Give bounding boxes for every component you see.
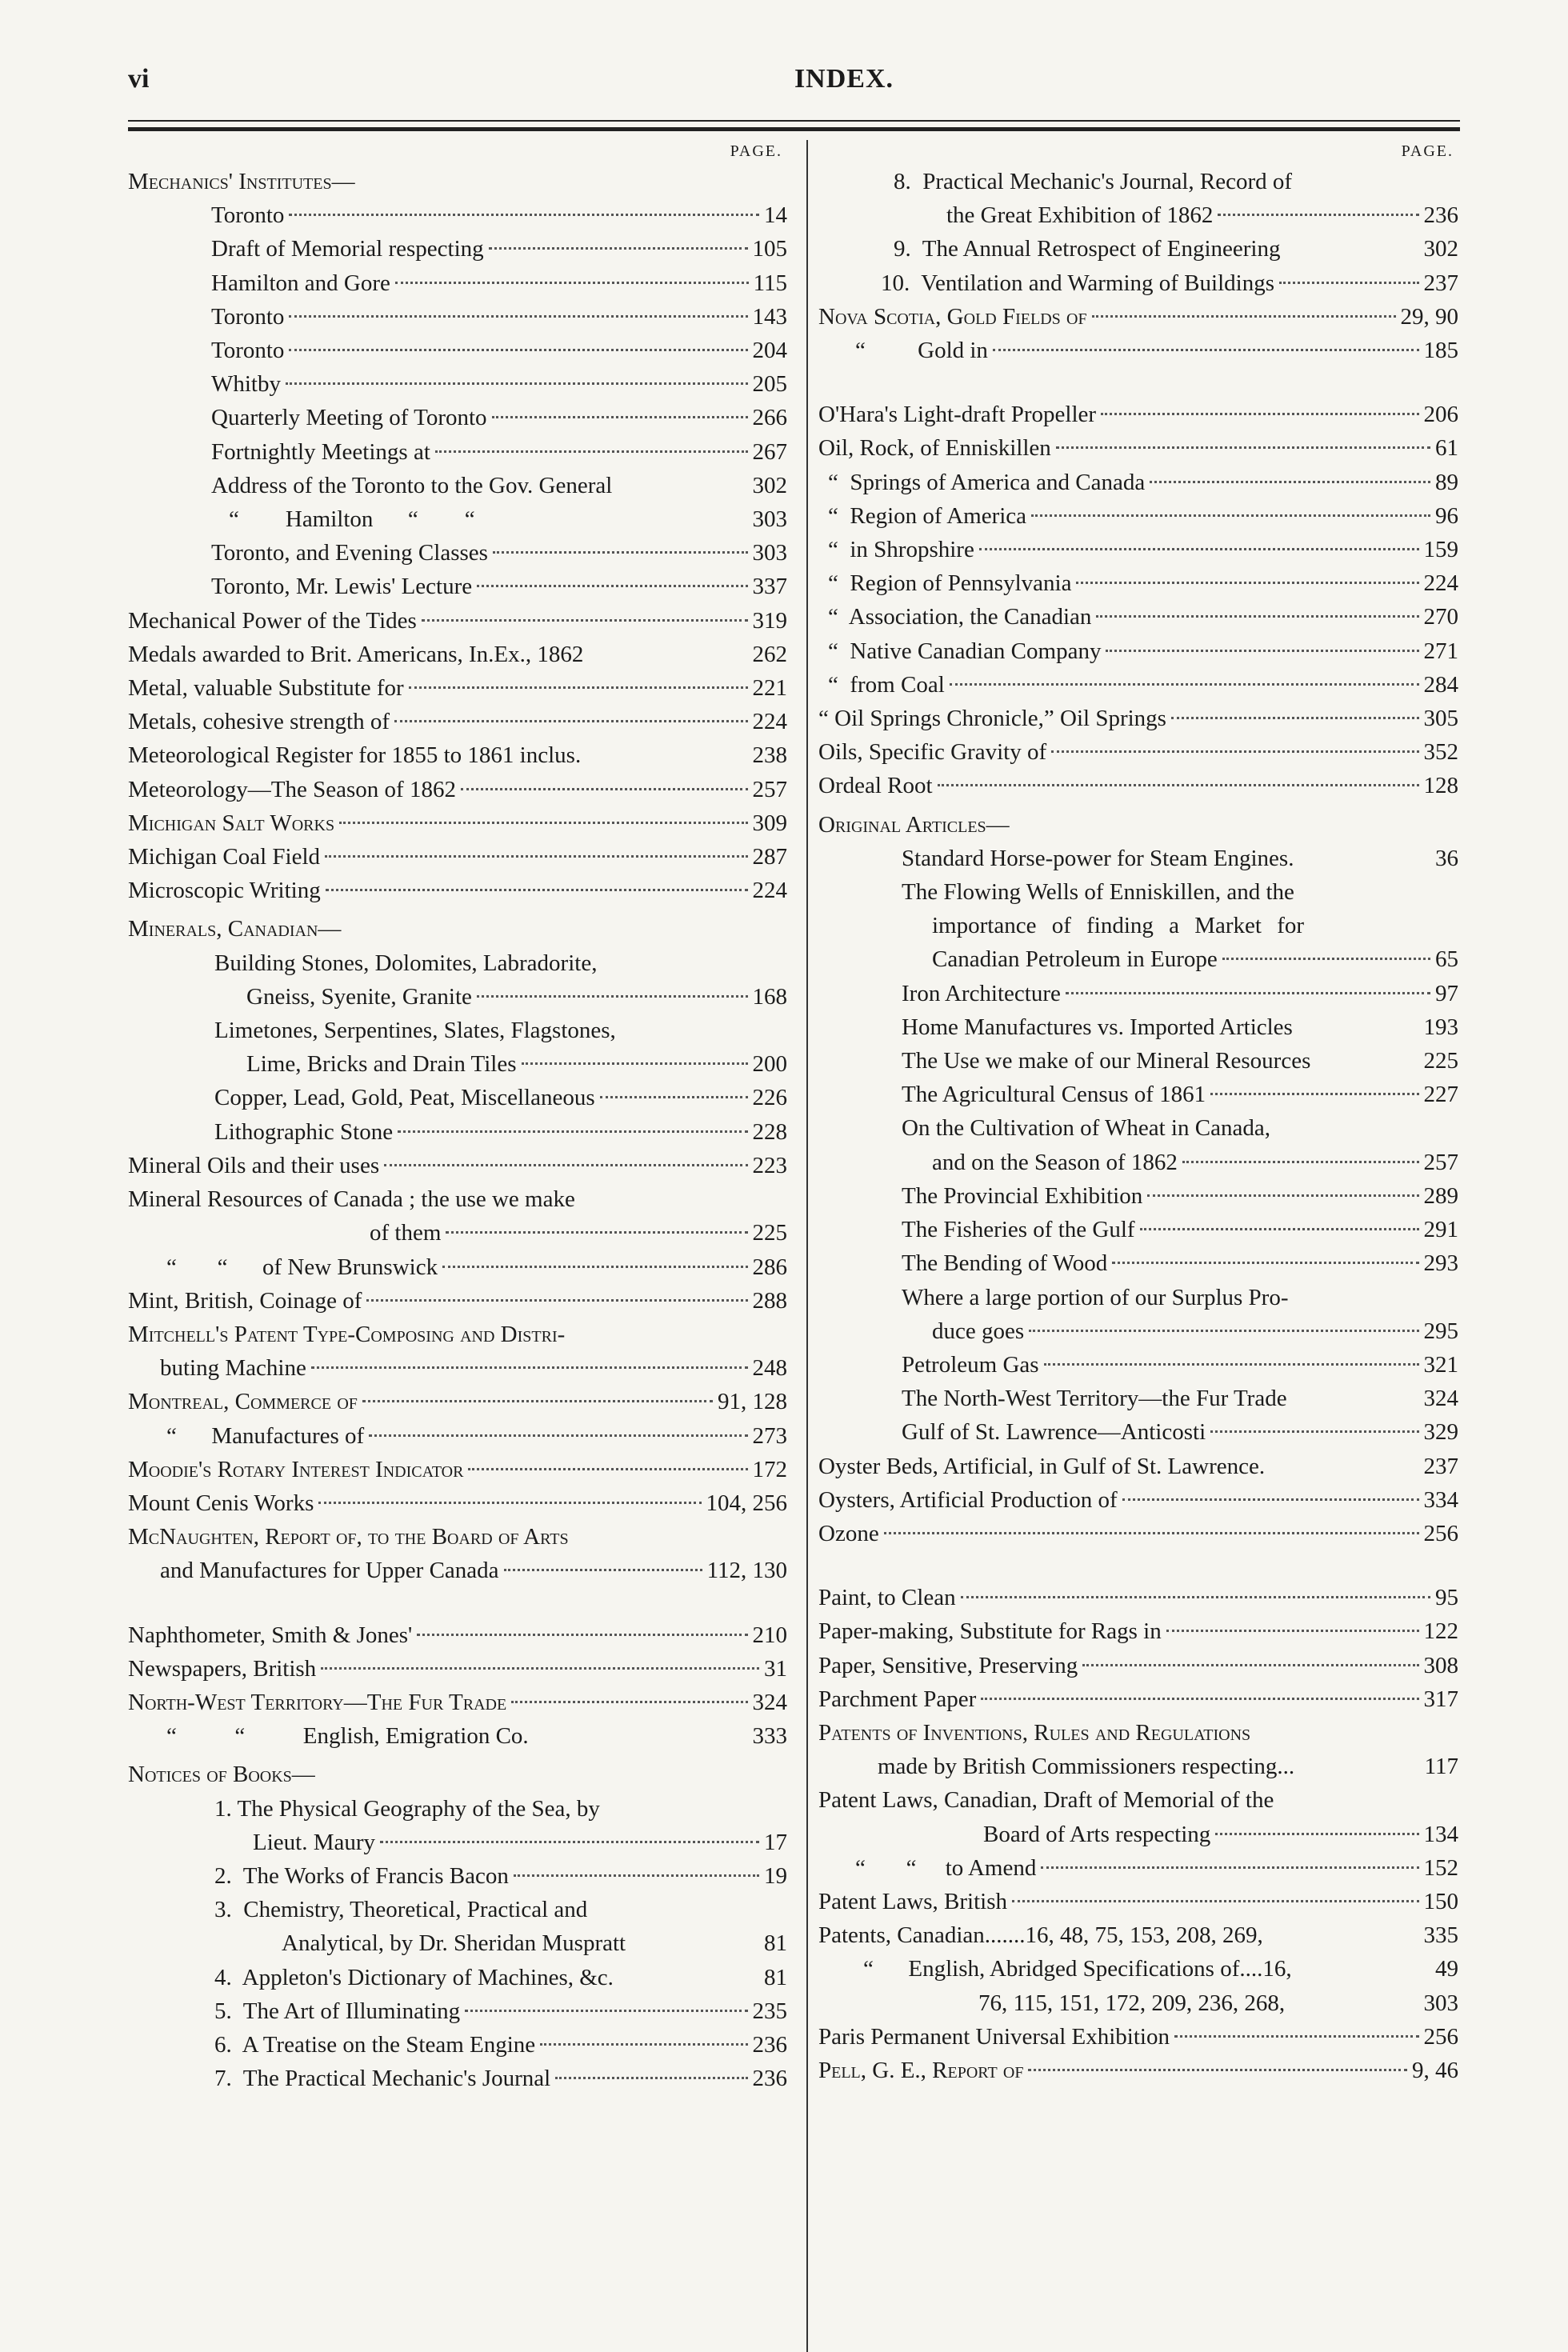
index-entry: Paris Permanent Universal Exhibition 256: [818, 2023, 1458, 2050]
index-entry: duce goes 295: [932, 1318, 1458, 1344]
section-heading: Original Articles—: [818, 811, 1010, 838]
index-entry: Meteorological Register for 1855 to 1861 inclus. 238: [128, 742, 787, 769]
index-entry-line: The Flowing Wells of Enniskillen, and the: [902, 879, 1294, 906]
index-entry: The Fisheries of the Gulf 291: [902, 1217, 1458, 1243]
index-entry: “ Region of Pennsylvania 224: [828, 570, 1458, 597]
index-entry-line: Limetones, Serpentines, Slates, Flagstones,: [214, 1018, 616, 1044]
notices-subentries: [128, 1792, 787, 2096]
index-entry: The Use we make of our Mineral Resources 225: [902, 1048, 1458, 1074]
header-rule-thick: [128, 127, 1460, 131]
page-title: INDEX.: [794, 64, 894, 94]
index-entry: Naphthometer, Smith & Jones' 210: [128, 1622, 787, 1648]
index-entry: Mint, British, Coinage of 288: [128, 1287, 787, 1314]
index-column-right: [818, 138, 1458, 2087]
index-entry: buting Machine 248: [160, 1355, 787, 1382]
index-entry: “ Oil Springs Chronicle,” Oil Springs 305: [818, 706, 1458, 732]
index-entry: Standard Horse-power for Steam Engines. 36: [902, 845, 1458, 871]
page-column-label: PAGE.: [1401, 142, 1454, 160]
index-entry-line: 8. Practical Mechanic's Journal, Record of: [894, 169, 1293, 194]
index-entry: Home Manufactures vs. Imported Articles 193: [902, 1014, 1458, 1040]
index-entry: Toronto 204: [211, 338, 787, 364]
index-entry: Lieut. Maury 17: [253, 1829, 787, 1855]
index-entry: “ English, Abridged Specifications of....16, 49: [863, 1956, 1458, 1982]
index-entry: Montreal, Commerce of 91, 128: [128, 1389, 787, 1415]
index-entry: “ Hamilton “ “ 303: [229, 506, 787, 533]
index-entry: North-West Territory—The Fur Trade 324: [128, 1689, 787, 1715]
index-entry: Lithographic Stone 228: [214, 1118, 787, 1145]
index-entry: Address of the Toronto to the Gov. General 302: [211, 472, 787, 498]
index-entry: and on the Season of 1862 257: [932, 1149, 1458, 1175]
index-entry: 9. The Annual Retrospect of Engineering 302: [894, 236, 1458, 262]
index-entry: Toronto 14: [211, 202, 787, 229]
index-entry: Iron Architecture 97: [902, 980, 1458, 1006]
index-entry: Lime, Bricks and Drain Tiles 200: [246, 1051, 787, 1078]
index-entry: made by British Commissioners respecting... 117: [878, 1754, 1458, 1780]
index-entry-line: Patent Laws, Canadian, Draft of Memorial of the: [818, 1787, 1274, 1814]
index-entry: Mineral Oils and their uses 223: [128, 1152, 787, 1178]
index-entry: Paint, to Clean 95: [818, 1585, 1458, 1611]
index-entry: “ Native Canadian Company 271: [828, 638, 1458, 664]
index-entry: The North-West Territory—the Fur Trade 324: [902, 1386, 1458, 1412]
index-entry: The Agricultural Census of 1861 227: [902, 1082, 1458, 1108]
index-entry: Nova Scotia, Gold Fields of 29, 90: [818, 303, 1458, 330]
index-entry: Gneiss, Syenite, Granite 168: [246, 983, 787, 1010]
index-entry: Oyster Beds, Artificial, in Gulf of St. Lawrence. 237: [818, 1453, 1458, 1479]
page-header: [128, 64, 1560, 112]
index-entry: 2. The Works of Francis Bacon 19: [214, 1862, 787, 1889]
index-entry: Draft of Memorial respecting 105: [211, 236, 787, 262]
index-entry: Analytical, by Dr. Sheridan Muspratt 81: [282, 1930, 787, 1957]
index-entry: Toronto 143: [211, 303, 787, 330]
index-entry: The Provincial Exhibition 289: [902, 1182, 1458, 1209]
index-entry: Metals, cohesive strength of 224: [128, 709, 787, 735]
index-entry-line: Where a large portion of our Surplus Pro-: [902, 1284, 1289, 1310]
index-entry: the Great Exhibition of 1862 236: [946, 202, 1458, 229]
notices-continued: [818, 165, 1458, 300]
index-entry: Oils, Specific Gravity of 352: [818, 739, 1458, 766]
index-entry: “ Association, the Canadian 270: [828, 604, 1458, 630]
index-entry: Michigan Salt Works 309: [128, 810, 787, 836]
index-entry-line: 3. Chemistry, Theoretical, Practical and: [214, 1897, 588, 1923]
index-entry: O'Hara's Light-draft Propeller 206: [818, 402, 1458, 428]
index-entry: Ordeal Root 128: [818, 773, 1458, 799]
index-entry: “ Region of America 96: [828, 502, 1458, 529]
index-entry: “ in Shropshire 159: [828, 537, 1458, 563]
index-entry: Toronto, and Evening Classes 303: [211, 540, 787, 566]
index-entry: Microscopic Writing 224: [128, 878, 787, 904]
index-entry: Hamilton and Gore 115: [211, 270, 787, 296]
index-entry: Oysters, Artificial Production of 334: [818, 1486, 1458, 1513]
index-entry-line: 1. The Physical Geography of the Sea, by: [214, 1795, 600, 1822]
index-column-left: [128, 138, 787, 2095]
index-entry: “ “ to Amend 152: [855, 1854, 1458, 1881]
index-entry: Medals awarded to Brit. Americans, In.Ex., 1862 262: [128, 641, 787, 667]
index-entry: Newspapers, British 31: [128, 1655, 787, 1682]
index-entry: 10. Ventilation and Warming of Buildings 237: [881, 270, 1458, 296]
index-entry: Meteorology—The Season of 1862 257: [128, 776, 787, 802]
index-entry: Patent Laws, British 150: [818, 1888, 1458, 1914]
index-entry: The Bending of Wood 293: [902, 1250, 1458, 1277]
index-entry: Patents, Canadian.......16, 48, 75, 153, 208, 269, 335: [818, 1922, 1458, 1949]
index-entry: Whitby 205: [211, 371, 787, 398]
index-entry: Gulf of St. Lawrence—Anticosti 329: [902, 1419, 1458, 1446]
original-articles-subentries: [818, 842, 1458, 1450]
index-entry: Pell, G. E., Report of 9, 46: [818, 2057, 1458, 2083]
mechanics-subentries: [128, 198, 787, 603]
index-entry: “ Springs of America and Canada 89: [828, 469, 1458, 495]
index-entry: 76, 115, 151, 172, 209, 236, 268, 303: [978, 1990, 1458, 2016]
index-entry-line: McNaughten, Report of, to the Board of Arts: [128, 1524, 569, 1550]
index-entry-line: importance of finding a Market for: [932, 913, 1305, 939]
index-entry-line: Mineral Resources of Canada ; the use we make: [128, 1186, 575, 1213]
index-entry: 7. The Practical Mechanic's Journal 236: [214, 2066, 787, 2092]
index-entry: 6. A Treatise on the Steam Engine 236: [214, 2031, 787, 2058]
index-entry: and Manufactures for Upper Canada 112, 130: [160, 1558, 787, 1584]
page-column-label: PAGE.: [730, 142, 782, 160]
index-entry: 5. The Art of Illuminating 235: [214, 1998, 787, 2024]
index-entry: Copper, Lead, Gold, Peat, Miscellaneous 226: [214, 1085, 787, 1111]
index-entry: Fortnightly Meetings at 267: [211, 438, 787, 465]
index-entry: Toronto, Mr. Lewis' Lecture 337: [211, 574, 787, 600]
index-entry: “ from Coal 284: [828, 671, 1458, 698]
index-entry: Mount Cenis Works 104, 256: [128, 1490, 787, 1516]
index-entry: Mechanical Power of the Tides 319: [128, 607, 787, 634]
column-divider: [806, 140, 808, 2352]
minerals-subentries: [128, 946, 787, 1149]
index-entry-line: Building Stones, Dolomites, Labradorite,: [214, 950, 598, 976]
index-entry: Metal, valuable Substitute for 221: [128, 675, 787, 702]
index-entry: Ozone 256: [818, 1520, 1458, 1546]
index-entry: “ “ of New Brunswick 286: [166, 1254, 787, 1280]
index-entry: Moodie's Rotary Interest Indicator 172: [128, 1456, 787, 1482]
page-number: vi: [128, 64, 150, 94]
index-entry: of them 225: [370, 1220, 787, 1246]
section-heading: Mechanics' Institutes—: [128, 169, 355, 194]
index-entry: Petroleum Gas 321: [902, 1351, 1458, 1378]
index-entry: Canadian Petroleum in Europe 65: [932, 946, 1458, 973]
index-entry: Parchment Paper 317: [818, 1686, 1458, 1712]
index-entry: Quarterly Meeting of Toronto 266: [211, 405, 787, 431]
section-heading: Minerals, Canadian—: [128, 916, 342, 942]
index-entry-line: On the Cultivation of Wheat in Canada,: [902, 1115, 1270, 1142]
index-entry: Paper, Sensitive, Preserving 308: [818, 1652, 1458, 1678]
index-entry: Board of Arts respecting 134: [983, 1821, 1458, 1847]
section-heading: Notices of Books—: [128, 1762, 315, 1788]
index-entry-line: Patents of Inventions, Rules and Regulations: [818, 1719, 1251, 1746]
index-entry: “ Gold in 185: [855, 338, 1458, 364]
index-entry: 4. Appleton's Dictionary of Machines, &c. 81: [214, 1964, 787, 1990]
index-entry: Oil, Rock, of Enniskillen 61: [818, 435, 1458, 462]
index-entry: “ “ English, Emigration Co. 333: [166, 1723, 787, 1750]
index-entry: Michigan Coal Field 287: [128, 844, 787, 870]
index-entry: Paper-making, Substitute for Rags in 122: [818, 1618, 1458, 1645]
index-entry: “ Manufactures of 273: [166, 1422, 787, 1449]
index-entry-line: Mitchell's Patent Type-Composing and Distri-: [128, 1321, 566, 1347]
header-rule-thin: [128, 120, 1460, 122]
